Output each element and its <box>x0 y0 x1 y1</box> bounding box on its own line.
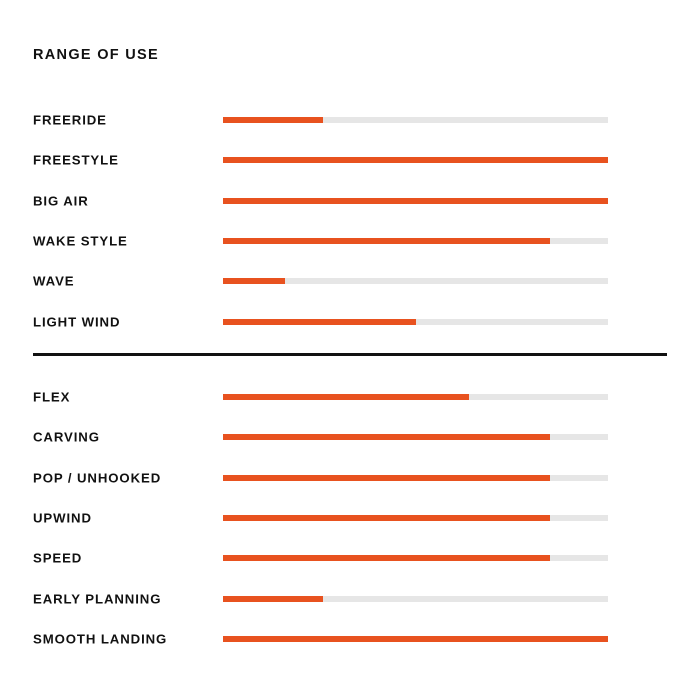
chart-row <box>0 619 700 659</box>
chart-row <box>0 458 700 498</box>
chart-row <box>0 221 700 261</box>
chart-row-label: FREERIDE <box>33 112 107 128</box>
chart-row-track <box>223 434 608 440</box>
chart-row-fill <box>223 319 416 325</box>
chart-row-fill <box>223 278 285 284</box>
chart-group-range-of-use <box>0 100 700 342</box>
chart-row-label: POP / UNHOOKED <box>33 470 162 486</box>
chart-row-fill <box>223 238 550 244</box>
chart-row-track <box>223 198 608 204</box>
chart-row-label: CARVING <box>33 429 100 445</box>
chart-row-label: SPEED <box>33 550 83 566</box>
chart-row-fill <box>223 555 550 561</box>
chart-row-track <box>223 157 608 163</box>
chart-row-fill <box>223 198 608 204</box>
chart-row <box>0 498 700 538</box>
chart-row-track <box>223 117 608 123</box>
chart-row <box>0 301 700 341</box>
chart-row-label: FLEX <box>33 389 71 405</box>
chart-row-fill <box>223 157 608 163</box>
chart-row <box>0 181 700 221</box>
chart-row-track <box>223 515 608 521</box>
chart-row-label: WAVE <box>33 273 75 289</box>
chart-row-track <box>223 394 608 400</box>
chart-row <box>0 578 700 618</box>
chart-row <box>0 377 700 417</box>
chart-row-fill <box>223 596 323 602</box>
chart-row-track <box>223 278 608 284</box>
chart-row-fill <box>223 434 550 440</box>
chart-row-label: UPWIND <box>33 510 92 526</box>
chart-group-performance <box>0 377 700 659</box>
chart-row-label: FREESTYLE <box>33 152 119 168</box>
chart-row-fill <box>223 117 323 123</box>
chart-row-track <box>223 238 608 244</box>
chart-row <box>0 261 700 301</box>
chart-row-fill <box>223 636 608 642</box>
chart-row-track <box>223 636 608 642</box>
chart-row <box>0 538 700 578</box>
section-divider <box>33 353 667 356</box>
chart-row-label: LIGHT WIND <box>33 314 121 330</box>
chart-row-track <box>223 555 608 561</box>
page-title: RANGE OF USE <box>33 47 159 63</box>
chart-row-track <box>223 475 608 481</box>
chart-row-label: BIG AIR <box>33 193 89 209</box>
chart-row-label: EARLY PLANNING <box>33 591 162 607</box>
chart-row-track <box>223 596 608 602</box>
chart-row <box>0 417 700 457</box>
chart-row-track <box>223 319 608 325</box>
chart-row-fill <box>223 515 550 521</box>
chart-row-label: WAKE STYLE <box>33 233 128 249</box>
chart-row-fill <box>223 475 550 481</box>
chart-row <box>0 140 700 180</box>
chart-row <box>0 100 700 140</box>
chart-row-label: SMOOTH LANDING <box>33 631 168 647</box>
chart-row-fill <box>223 394 469 400</box>
